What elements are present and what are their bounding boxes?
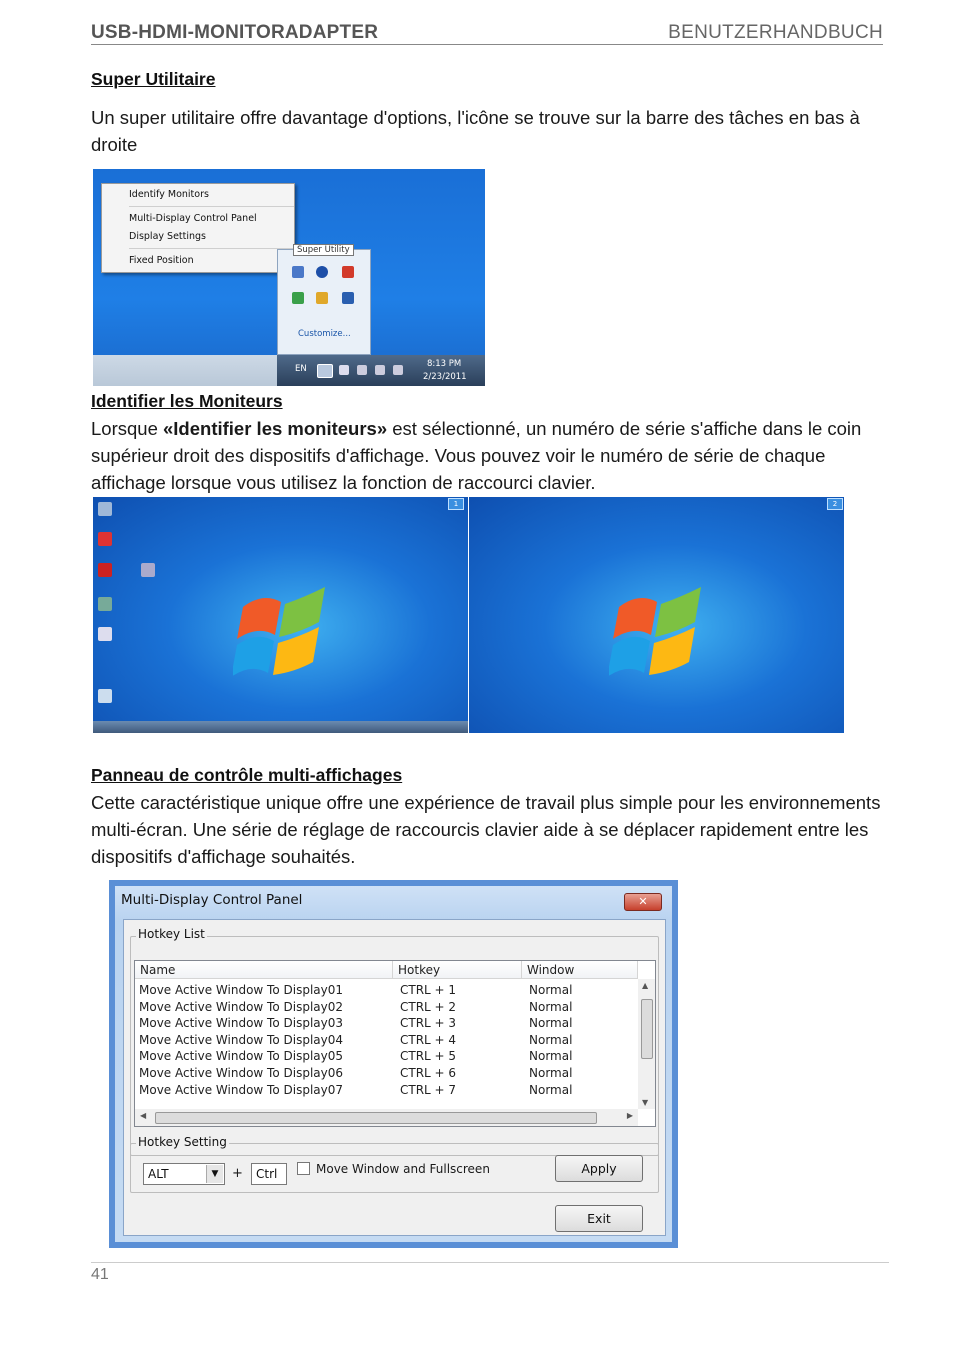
flag-icon[interactable]	[339, 365, 349, 375]
header-divider	[91, 44, 883, 45]
menu-item-multi-display-control-panel[interactable]: Multi-Display Control Panel	[129, 213, 257, 224]
plus-sign: +	[232, 1166, 243, 1181]
menu-item-fixed-position[interactable]: Fixed Position	[129, 255, 194, 266]
display-icon[interactable]	[357, 365, 367, 375]
bluetooth-icon[interactable]	[316, 266, 328, 278]
menu-item-display-settings[interactable]: Display Settings	[129, 231, 207, 242]
tray-overflow-popup	[277, 249, 371, 355]
table-row[interactable]: Move Active Window To Display06 CTRL + 6 Normal	[139, 1066, 573, 1080]
menu-item-identify-monitors[interactable]: Identify Monitors	[129, 189, 209, 200]
clock-time[interactable]: 8:13 PM	[427, 359, 462, 369]
scroll-down-icon[interactable]: ▼	[642, 1098, 649, 1107]
monitor-number-badge: 1	[448, 498, 464, 510]
apply-button[interactable]: Apply	[555, 1155, 643, 1182]
clock-date[interactable]: 2/23/2011	[423, 372, 467, 382]
header-title: USB-HDMI-MONITORADAPTER	[91, 22, 379, 43]
table-row[interactable]: Move Active Window To Display03 CTRL + 3 Normal	[139, 1016, 573, 1031]
scroll-left-icon[interactable]: ◀	[140, 1111, 147, 1120]
desktop-primary	[93, 497, 468, 733]
screenshot-two-desktops	[93, 497, 844, 733]
page-number: 41	[91, 1266, 109, 1283]
taskbar	[277, 355, 485, 386]
section-title-super-utility: Super Utilitaire	[91, 69, 216, 89]
column-header-hotkey[interactable]: Hotkey	[393, 961, 522, 979]
security-icon[interactable]	[292, 292, 304, 304]
vertical-scrollbar[interactable]	[638, 979, 655, 1109]
section-text-control-panel: Cette caractéristique unique offre une expérience de travail plus simple pour les environnements multi-écran. Une série de réglage de raccourcis clavier aide à se déplacer rapidement entre les dispositifs d'affichage souhaités.	[91, 792, 881, 867]
hotkey-list[interactable]	[134, 960, 656, 1127]
show-hidden-icons-button[interactable]	[317, 364, 333, 378]
section-text-identify-monitors: Lorsque «Identifier les moniteurs» est sélectionné, un numéro de série s'affiche dans le coin supérieur droit des dispositifs d'affichage. Vous pouvez voir le numéro de série de chaque affichage lorsque vous utilisez la fonction de raccourci clavier.	[91, 418, 862, 493]
column-header-window[interactable]: Window	[522, 961, 638, 979]
desktop-app-icon[interactable]	[98, 532, 112, 546]
hotkey-setting-label: Hotkey Setting	[138, 1135, 227, 1149]
network-icon[interactable]	[316, 292, 328, 304]
dialog-title: Multi-Display Control Panel	[121, 892, 303, 908]
key-field[interactable]: Ctrl	[251, 1163, 287, 1185]
column-header-name[interactable]: Name	[135, 961, 393, 979]
section-title-control-panel: Panneau de contrôle multi-affichages	[91, 765, 403, 785]
header-manual-label: BENUTZERHANDBUCH	[668, 22, 883, 43]
customize-link[interactable]: Customize...	[298, 329, 351, 339]
section-title-identify-monitors: Identifier les Moniteurs	[91, 391, 283, 411]
super-utility-icon[interactable]	[292, 266, 304, 278]
desktop-strip	[93, 355, 277, 386]
exit-button[interactable]: Exit	[555, 1205, 643, 1232]
table-row[interactable]: Move Active Window To Display04 CTRL + 4 Normal	[139, 1032, 573, 1047]
desktop-app-icon[interactable]	[98, 627, 112, 641]
desktop-secondary	[469, 497, 844, 733]
network-tray-icon[interactable]	[375, 365, 385, 375]
table-row[interactable]: Move Active Window To Display01 CTRL + 1 Normal	[139, 983, 573, 997]
multi-display-control-panel-dialog	[109, 880, 678, 1248]
fullscreen-checkbox-label: Move Window and Fullscreen	[316, 1162, 490, 1176]
table-row[interactable]: Move Active Window To Display07 CTRL + 7 Normal	[139, 1082, 573, 1097]
app-tray-icon[interactable]	[342, 266, 354, 278]
scrollbar-thumb[interactable]	[155, 1112, 597, 1124]
chevron-down-icon[interactable]: ▼	[206, 1165, 223, 1183]
modifier-select[interactable]: ALT ▼	[143, 1163, 225, 1185]
windows-logo-icon	[609, 567, 709, 677]
desktop-app-icon[interactable]	[98, 597, 112, 611]
super-utility-tooltip: Super Utility	[293, 244, 354, 256]
close-button[interactable]: ✕	[624, 893, 662, 911]
table-row[interactable]: Move Active Window To Display02 CTRL + 2 Normal	[139, 999, 573, 1014]
recycle-bin-icon[interactable]	[98, 502, 112, 516]
intel-icon[interactable]	[342, 292, 354, 304]
desktop-app-icon[interactable]	[98, 689, 112, 703]
table-row[interactable]: Move Active Window To Display05 CTRL + 5 Normal	[139, 1049, 573, 1064]
footer-divider	[91, 1262, 889, 1263]
volume-icon[interactable]	[393, 365, 403, 375]
dialog-client	[123, 919, 666, 1236]
monitor-number-badge: 2	[827, 498, 843, 510]
section-text-super-utility: Un super utilitaire offre davantage d'options, l'icône se trouve sur la barre des tâches en bas à droite	[91, 107, 860, 155]
desktop-app-icon[interactable]	[141, 563, 155, 577]
taskbar	[93, 721, 468, 733]
fullscreen-checkbox[interactable]	[297, 1162, 310, 1175]
scroll-up-icon[interactable]: ▲	[642, 981, 649, 990]
context-menu	[101, 183, 295, 273]
desktop-app-icon[interactable]	[98, 563, 112, 577]
language-indicator[interactable]: EN	[295, 364, 307, 374]
windows-logo-icon	[233, 567, 333, 677]
horizontal-scrollbar[interactable]	[135, 1109, 638, 1126]
scroll-right-icon[interactable]: ▶	[626, 1111, 633, 1120]
hotkey-list-label: Hotkey List	[138, 927, 205, 941]
scrollbar-thumb[interactable]	[641, 999, 653, 1059]
screenshot-super-utility-menu	[93, 169, 485, 386]
